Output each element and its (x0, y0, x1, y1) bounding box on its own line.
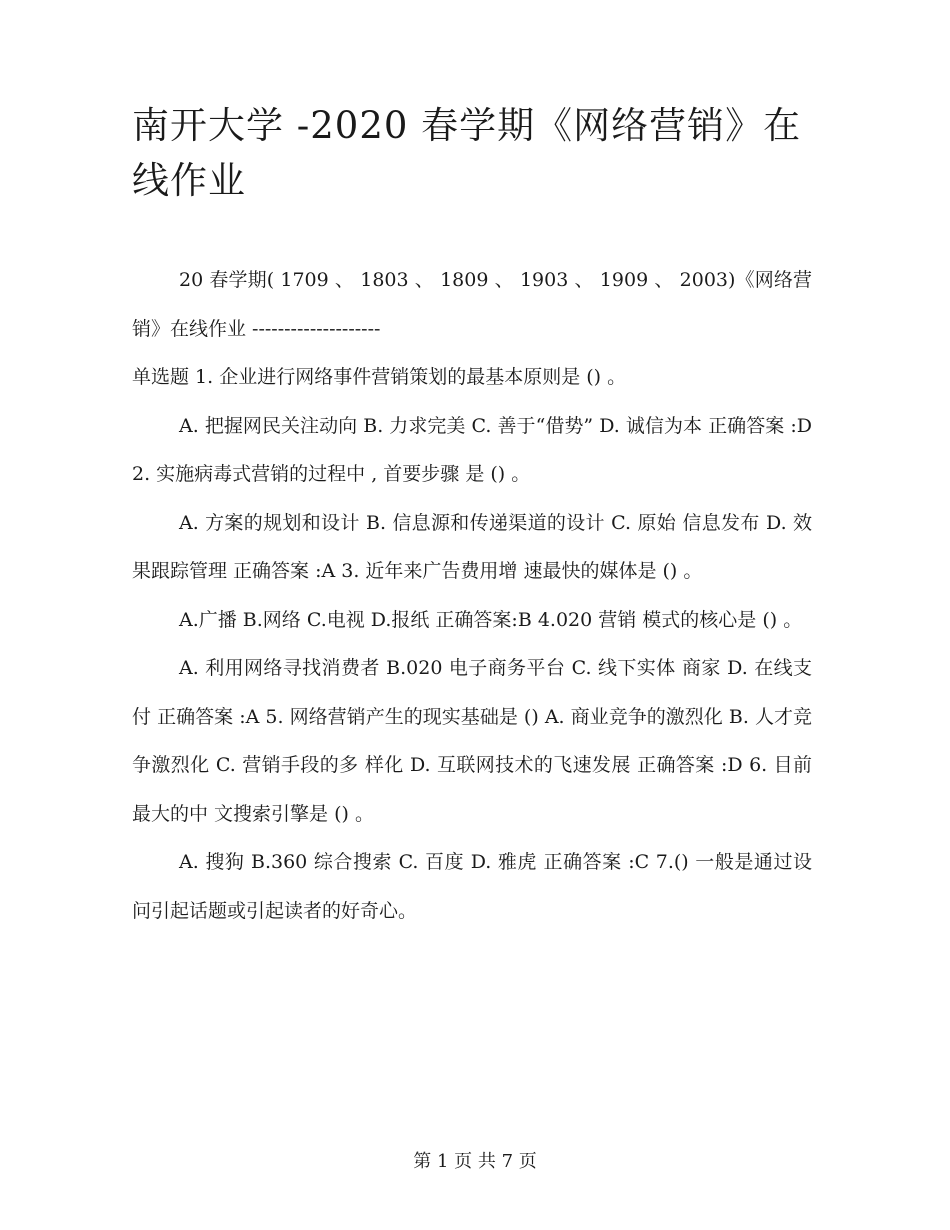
paragraph-question-1: 单选题 1. 企业进行网络事件营销策划的最基本原则是 () 。 (132, 366, 627, 388)
paragraph-answers-3: A.广播 B.网络 C.电视 D.报纸 正确答案:B 4.020 营销 模式的核心是 () 。 (179, 608, 803, 631)
page-number-footer: 第 1 页 共 7 页 (413, 1151, 537, 1172)
document-title: 南开大学 -2020 春学期《网络营销》在线作业 (132, 104, 802, 202)
paragraph-header: 20 春学期( 1709 、 1803 、 1809 、 1903 、 1909 、 2003)《网络营销》在线作业 -------------------- (132, 269, 812, 340)
paragraph-answers-1: A. 把握网民关注动向 B. 力求完美 C. 善于“借势” D. 诚信为本 正确答案 :D 2. 实施病毒式营销的过程中 , 首要步骤 是 () 。 (132, 414, 812, 485)
paragraph-answers-4: A. 利用网络寻找消费者 B.020 电子商务平台 C. 线下实体 商家 D. 在线支付 正确答案 :A 5. 网络营销产生的现实基础是 () A. 商业竞争的激烈化 B. 人才竞争激烈化 C. 营销手段的多 样化 D. 互联网技术的飞速发展 正确答案 :D 6. 目前最大的中 文搜索引擎是 () 。 (132, 657, 812, 825)
paragraph-answers-2: A. 方案的规划和设计 B. 信息源和传递渠道的设计 C. 原始 信息发布 D. 效果跟踪管理 正确答案 :A 3. 近年来广告费用增 速最快的媒体是 () 。 (132, 511, 812, 582)
document-body (132, 256, 812, 935)
paragraph-answers-6: A. 搜狗 B.360 综合搜索 C. 百度 D. 雅虎 正确答案 :C 7.() 一般是通过设问引起话题或引起读者的好奇心。 (132, 851, 812, 922)
